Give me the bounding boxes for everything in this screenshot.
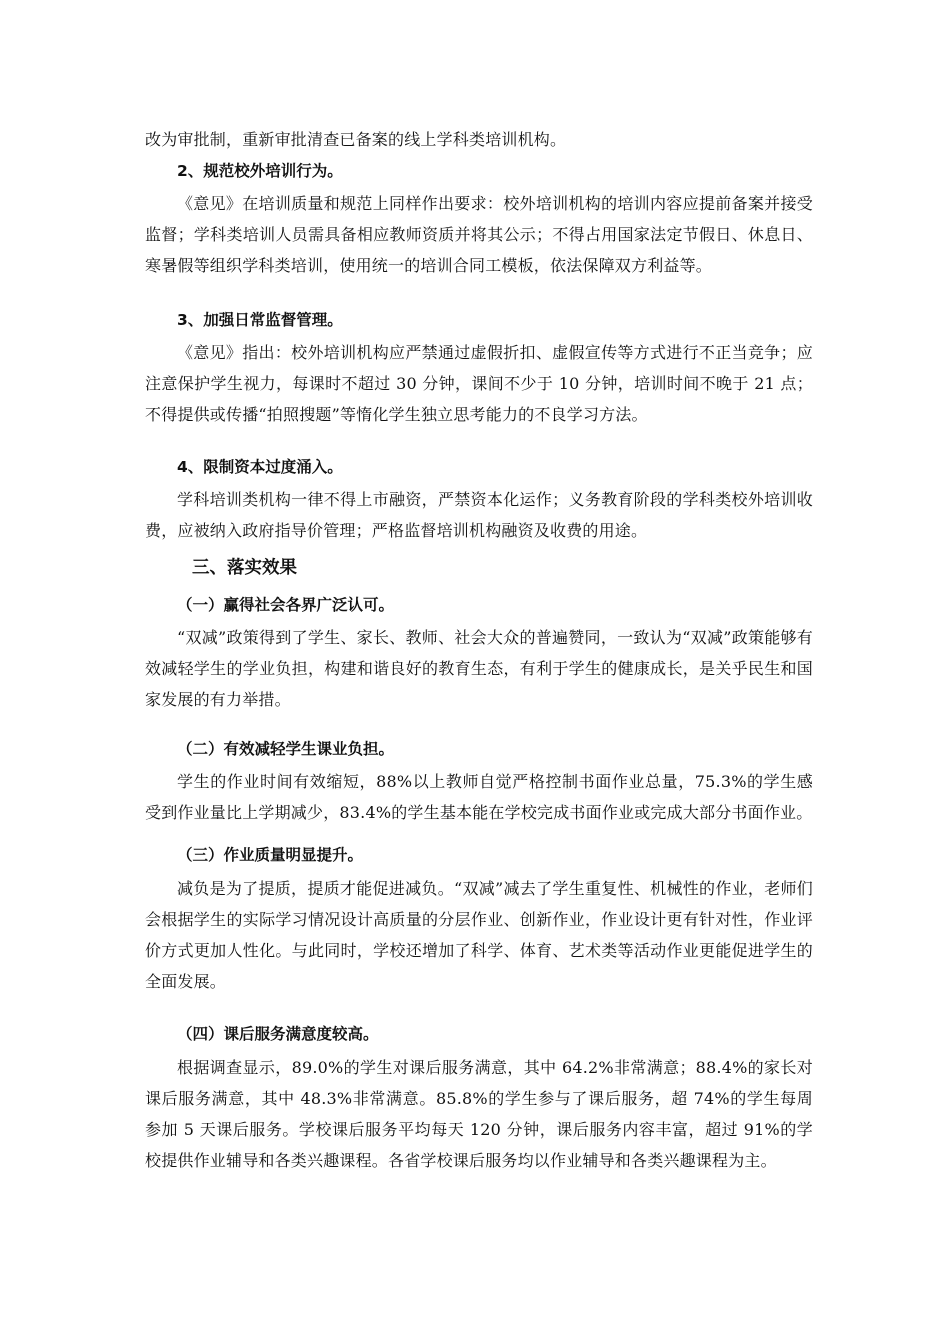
paragraph-supervision bbox=[145, 337, 813, 430]
paragraph-text: “双减”政策得到了学生、家长、教师、社会大众的普遍赞同，一致认为“双减”政策能够有效减轻学生的学业负担，构建和谐良好的教育生态，有利于学生的健康成长，是关乎民生和国家发展的有力举措。 bbox=[145, 628, 813, 709]
paragraph-text: 《意见》在培训质量和规范上同样作出要求：校外培训机构的培训内容应提前备案并接受监督；学科类培训人员需具备相应教师资质并将其公示；不得占用国家法定节假日、休息日、寒暑假等组织学科类培训，使用统一的培训合同工模板，依法保障双方利益等。 bbox=[145, 194, 813, 275]
heading-homework-quality: （三）作业质量明显提升。 bbox=[177, 846, 364, 864]
paragraph-after-school bbox=[145, 1052, 813, 1176]
heading-section-effects: 三、落实效果 bbox=[192, 558, 297, 578]
paragraph-burden bbox=[145, 766, 813, 828]
heading-capital: 4、限制资本过度涌入。 bbox=[177, 458, 343, 476]
paragraph-recognition bbox=[145, 622, 813, 715]
paragraph-intro bbox=[145, 124, 813, 155]
paragraph-capital bbox=[145, 484, 813, 546]
paragraph-text: 根据调查显示，89.0%的学生对课后服务满意，其中 64.2%非常满意；88.4%的家长对课后服务满意，其中 48.3%非常满意。85.8%的学生参与了课后服务，超 74%的学生每周参加 5 天课后服务。学校课后服务平均每天 120 分钟，课后服务内容丰富，超过 91%的学校提供作业辅导和各类兴趣课程。各省学校课后服务均以作业辅导和各类兴趣课程为主。 bbox=[145, 1058, 813, 1170]
heading-supervision: 3、加强日常监督管理。 bbox=[177, 311, 343, 329]
heading-after-school: （四）课后服务满意度较高。 bbox=[177, 1025, 379, 1043]
heading-regulate-training: 2、规范校外培训行为。 bbox=[177, 162, 343, 180]
heading-recognition: （一）赢得社会各界广泛认可。 bbox=[177, 596, 395, 614]
paragraph-text: 减负是为了提质，提质才能促进减负。“双减”减去了学生重复性、机械性的作业，老师们会根据学生的实际学习情况设计高质量的分层作业、创新作业，作业设计更有针对性，作业评价方式更加人性化。与此同时，学校还增加了科学、体育、艺术类等活动作业更能促进学生的全面发展。 bbox=[145, 879, 813, 991]
paragraph-text: 改为审批制，重新审批清查已备案的线上学科类培训机构。 bbox=[145, 130, 567, 149]
paragraph-homework-quality bbox=[145, 873, 813, 997]
paragraph-text: 《意见》指出：校外培训机构应严禁通过虚假折扣、虚假宣传等方式进行不正当竞争；应注意保护学生视力，每课时不超过 30 分钟，课间不少于 10 分钟，培训时间不晚于 21 点；不得提供或传播“拍照搜题”等惰化学生独立思考能力的不良学习方法。 bbox=[145, 343, 813, 424]
paragraph-text: 学生的作业时间有效缩短，88%以上教师自觉严格控制书面作业总量，75.3%的学生感受到作业量比上学期减少，83.4%的学生基本能在学校完成书面作业或完成大部分书面作业。 bbox=[145, 772, 813, 822]
paragraph-text: 学科培训类机构一律不得上市融资，严禁资本化运作；义务教育阶段的学科类校外培训收费，应被纳入政府指导价管理；严格监督培训机构融资及收费的用途。 bbox=[145, 490, 813, 540]
heading-burden: （二）有效减轻学生课业负担。 bbox=[177, 740, 395, 758]
paragraph-regulate-training bbox=[145, 188, 813, 281]
